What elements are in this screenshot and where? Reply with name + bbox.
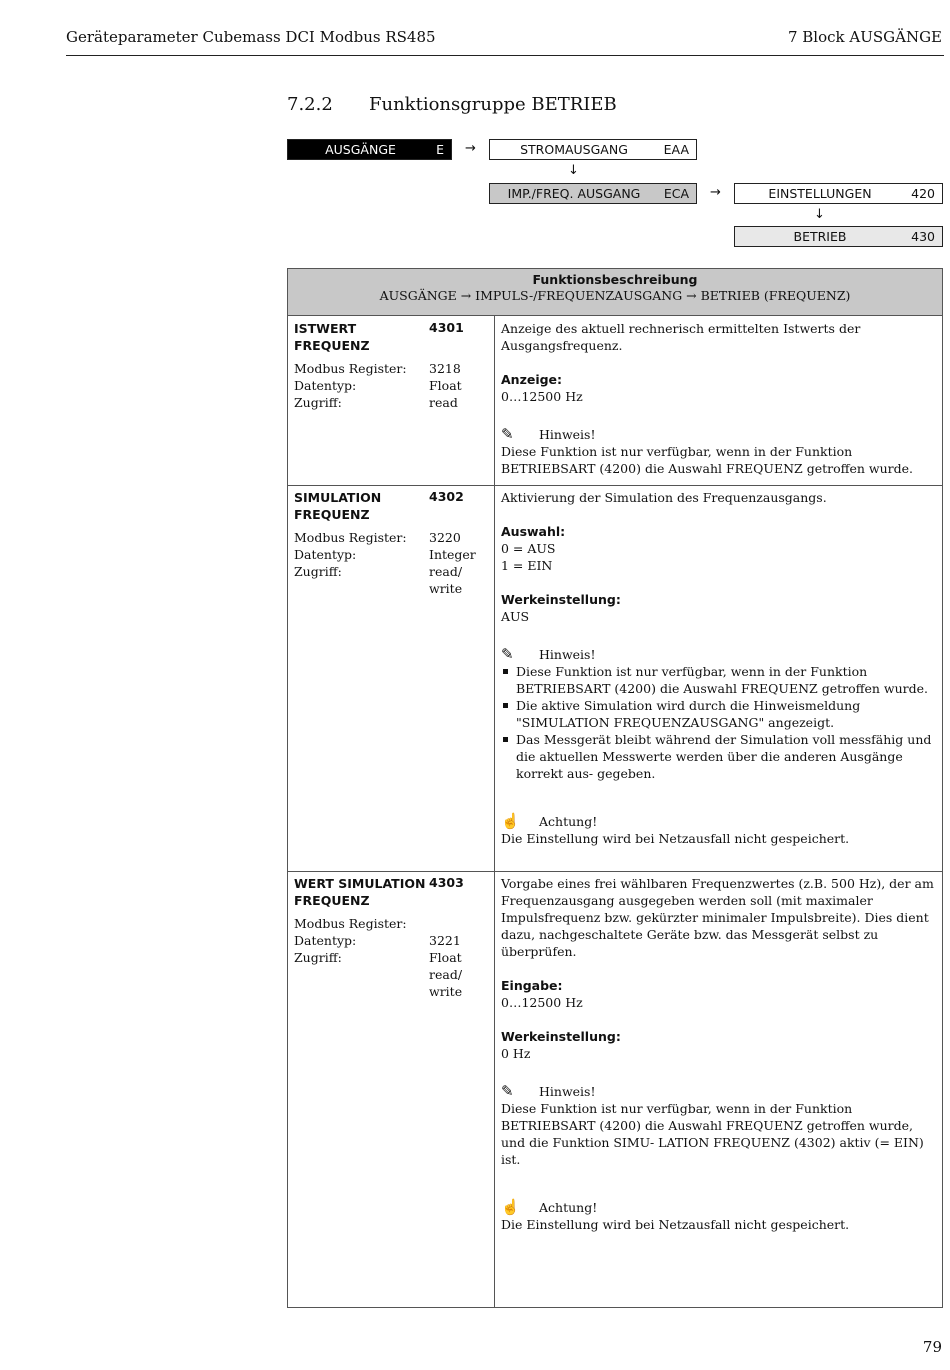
default-heading: Werkeinstellung:	[501, 592, 621, 607]
access-label: Zugriff:	[294, 564, 342, 579]
nav-box-code: 430	[911, 229, 935, 244]
warning-title: Achtung!	[539, 814, 598, 829]
param-code: 4303	[429, 875, 464, 890]
note-title: Hinweis!	[539, 427, 596, 442]
note-bullet: Das Messgerät bleibt während der Simulation voll messfähig und die aktuellen Messwerte werden über die anderen Ausgänge korrekt aus- gegeben.	[501, 731, 938, 782]
modbus-value: 3220	[429, 530, 461, 545]
table-title: Funktionsbeschreibung	[532, 272, 698, 287]
nav-box-code: EAA	[663, 142, 689, 157]
section-number: 7.2.2	[287, 94, 333, 115]
datatype-label: Datentyp:	[294, 933, 357, 948]
note-title: Hinweis!	[539, 1084, 596, 1099]
param-name: ISTWERT FREQUENZ	[294, 321, 370, 353]
description-text: Vorgabe eines frei wählbaren Frequenzwertes (z.B. 500 Hz), der am Frequenzausgang ausgegeben werden soll (mit maximaler Impulsfrequenz bzw. gekürzter minimaler Impulsbreite). Dies dient dazu, nachgeschaltete Geräte bzw. das Messgerät selbst zu überprüfen.	[501, 876, 934, 959]
param-cell	[288, 316, 495, 485]
param-meta	[294, 360, 484, 411]
hand-icon: ☝	[501, 1198, 520, 1216]
table-row-4301	[288, 316, 942, 486]
modbus-label: Modbus Register:	[294, 361, 407, 376]
param-meta	[294, 915, 484, 1000]
modbus-value: 3218	[429, 361, 461, 376]
table-header	[288, 269, 942, 316]
selection-option: 0 = AUS	[501, 541, 556, 556]
modbus-value: 3221	[429, 933, 461, 948]
pencil-icon: ✎	[501, 425, 514, 443]
nav-box-label: STROMAUSGANG	[520, 142, 628, 157]
table-row-4302	[288, 485, 942, 872]
arrow-down-icon: ↓	[568, 163, 579, 178]
datatype-value: Float	[429, 378, 462, 393]
pencil-icon: ✎	[501, 1082, 514, 1100]
nav-box-code: ECA	[663, 186, 689, 201]
warning-text: Die Einstellung wird bei Netzausfall nicht gespeichert.	[501, 1217, 850, 1232]
access-value: read	[429, 395, 458, 410]
nav-box-betrieb	[734, 226, 943, 247]
nav-box-ausgaenge	[287, 139, 452, 160]
selection-heading: Auswahl:	[501, 524, 566, 539]
running-header-left: Geräteparameter Cubemass DCI Modbus RS485	[66, 28, 436, 46]
note-text: Diese Funktion ist nur verfügbar, wenn in der Funktion BETRIEBSART (4200) die Auswahl FREQUENZ getroffen wurde, und die Funktion SIMU- LATION FREQUENZ (4302) aktiv (= EIN) ist.	[501, 1101, 924, 1167]
nav-box-label: AUSGÄNGE	[325, 142, 396, 157]
datatype-label: Datentyp:	[294, 378, 357, 393]
default-value: AUS	[501, 609, 530, 624]
param-name: WERT SIMULATION FREQUENZ	[294, 876, 426, 908]
display-value: 0…12500 Hz	[501, 389, 583, 404]
running-header-right: 7 Block AUSGÄNGE	[787, 28, 942, 46]
warning-title: Achtung!	[539, 1200, 598, 1215]
default-value: 0 Hz	[501, 1046, 531, 1061]
modbus-label: Modbus Register:	[294, 916, 407, 931]
nav-box-stromausgang	[489, 139, 697, 160]
description-text: Aktivierung der Simulation des Frequenzausgangs.	[501, 490, 827, 505]
input-range: 0…12500 Hz	[501, 995, 583, 1010]
note-bullet: Diese Funktion ist nur verfügbar, wenn in der Funktion BETRIEBSART (4200) die Auswahl FREQUENZ getroffen wurde.	[501, 663, 938, 697]
selection-option: 1 = EIN	[501, 558, 553, 573]
pencil-icon: ✎	[501, 645, 514, 663]
warning-text: Die Einstellung wird bei Netzausfall nicht gespeichert.	[501, 831, 850, 846]
access-value: read/ write	[429, 967, 463, 999]
section-title	[287, 94, 617, 115]
nav-box-label: IMP./FREQ. AUSGANG	[507, 186, 641, 201]
nav-box-label: EINSTELLUNGEN	[768, 186, 872, 201]
input-heading: Eingabe:	[501, 978, 563, 993]
default-heading: Werkeinstellung:	[501, 1029, 621, 1044]
access-label: Zugriff:	[294, 395, 342, 410]
nav-box-code: 420	[911, 186, 935, 201]
hand-icon: ☝	[501, 812, 520, 830]
table-path: AUSGÄNGE → IMPULS-/FREQUENZAUSGANG → BETRIEB (FREQUENZ)	[379, 288, 851, 303]
datatype-value: Integer	[429, 547, 476, 562]
param-code: 4302	[429, 489, 464, 504]
header-rule	[66, 55, 944, 56]
arrow-right-icon: →	[710, 185, 721, 200]
note-bullet: Die aktive Simulation wird durch die Hinweismeldung "SIMULATION FREQUENZAUSGANG" angezeigt.	[501, 697, 938, 731]
access-value: read/ write	[429, 564, 463, 596]
arrow-right-icon: →	[465, 141, 476, 156]
nav-box-einstellungen	[734, 183, 943, 204]
section-heading: Funktionsgruppe BETRIEB	[369, 94, 617, 115]
description-text: Anzeige des aktuell rechnerisch ermittelten Istwerts der Ausgangsfrequenz.	[501, 321, 861, 353]
param-code: 4301	[429, 320, 464, 335]
description-cell	[495, 871, 942, 1307]
datatype-label: Datentyp:	[294, 547, 357, 562]
description-cell	[495, 316, 942, 485]
nav-box-code: E	[436, 142, 444, 157]
modbus-label: Modbus Register:	[294, 530, 407, 545]
table-row-4303	[288, 871, 942, 1307]
arrow-down-icon: ↓	[814, 207, 825, 222]
page-number: 79	[922, 1338, 942, 1356]
param-meta	[294, 529, 484, 597]
access-label: Zugriff:	[294, 950, 342, 965]
note-title: Hinweis!	[539, 647, 596, 662]
param-cell	[288, 485, 495, 871]
nav-box-label: BETRIEB	[793, 229, 847, 244]
datatype-value: Float	[429, 950, 462, 965]
display-heading: Anzeige:	[501, 372, 563, 387]
description-cell	[495, 485, 942, 871]
note-text: Diese Funktion ist nur verfügbar, wenn in der Funktion BETRIEBSART (4200) die Auswahl FREQUENZ getroffen wurde.	[501, 444, 914, 476]
param-name: SIMULATION FREQUENZ	[294, 490, 382, 522]
nav-box-imp-freq-ausgang	[489, 183, 697, 204]
function-table	[287, 268, 943, 1308]
param-cell	[288, 871, 495, 1307]
